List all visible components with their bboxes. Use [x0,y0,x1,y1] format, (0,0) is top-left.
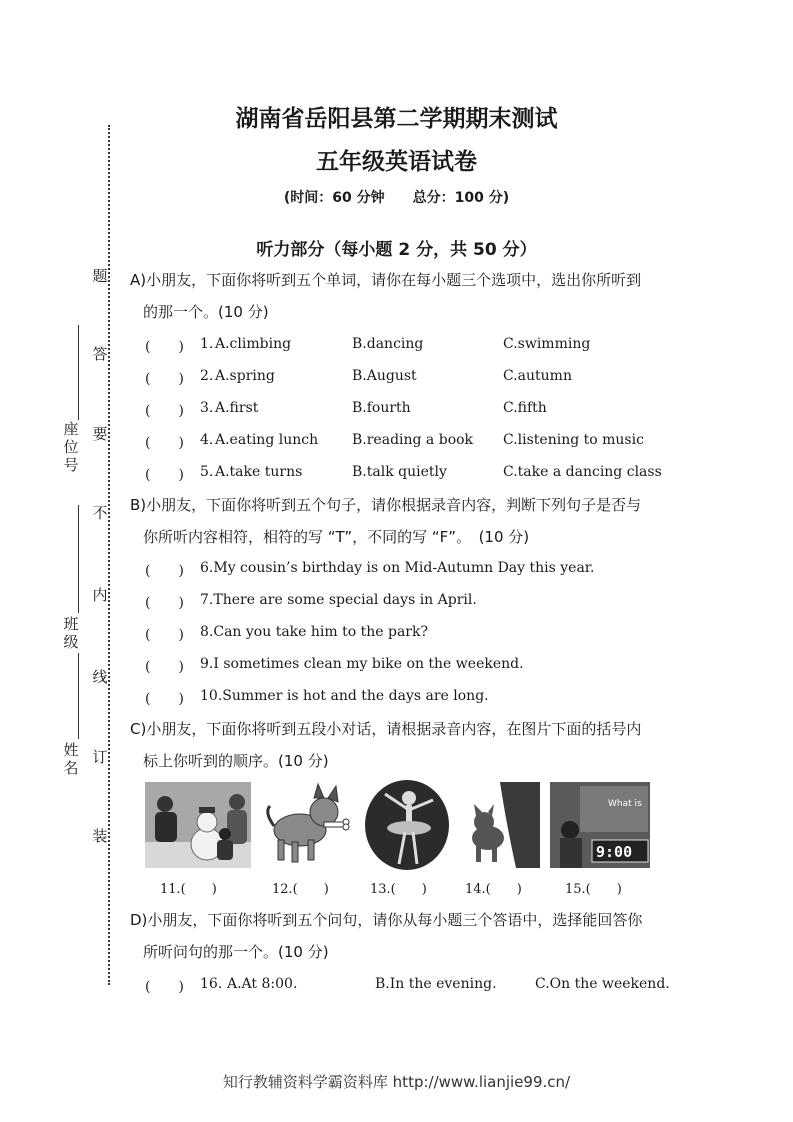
question-row [145,656,785,676]
answer-parentheses[interactable]: ( ) [145,691,184,707]
question-number: 3. [200,400,214,416]
sentence-text: 9.I sometimes clean my bike on the weekend. [200,656,524,672]
answer-parentheses[interactable]: ( ) [145,979,184,995]
sentence-text: 6.My cousin’s birthday is on Mid-Autumn Day this year. [200,560,595,576]
answer-parentheses[interactable]: ( ) [145,339,184,355]
snowman-picture [145,782,251,868]
section-c-instruction-cont: 标上你听到的顺序。(10 分) [143,752,329,770]
question-row [145,976,785,996]
section-a-instruction-cont: 的那一个。(10 分) [143,303,269,321]
option-b: B.fourth [352,400,411,416]
picture-label[interactable]: 11.( ) [160,882,217,897]
question-row [145,688,785,708]
margin-char: 线 [92,668,108,686]
option-c: C.On the weekend. [535,976,670,992]
question-row [145,464,785,484]
kitten-picture [460,782,540,868]
seat-number-line [78,325,79,420]
option-c: C.take a dancing class [503,464,662,480]
section-d-instruction: D)小朋友，下面你将听到五个问句，请你从每小题三个答语中，选择能回答你 [130,911,643,929]
ballet-dancer-picture [365,780,449,870]
question-row [145,400,785,420]
clock-classroom-picture [550,782,650,868]
option-a: A.climbing [215,336,292,352]
option-b: B.August [352,368,417,384]
option-c: C.swimming [503,336,591,352]
seat-number-label: 座位号 [63,420,79,474]
picture-caption: What is [608,799,642,809]
section-c-instruction: C)小朋友，下面你将听到五段小对话，请根据录音内容，在图片下面的括号内 [130,720,642,738]
page-title: 湖南省岳阳县第二学期期末测试 [235,106,558,132]
answer-parentheses[interactable]: ( ) [145,403,184,419]
option-b: B.reading a book [352,432,474,448]
option-b: B.dancing [352,336,424,352]
option-a: A.first [215,400,259,416]
option-c: C.autumn [503,368,572,384]
question-number: 16. [200,976,223,992]
picture-label[interactable]: 15.( ) [565,882,622,897]
question-row [145,336,785,356]
option-a: A.eating lunch [215,432,319,448]
option-a: A.At 8:00. [227,976,298,992]
margin-char: 答 [92,345,108,363]
class-line [78,505,79,613]
name-line [78,653,79,739]
name-label: 姓名 [63,741,79,777]
option-c: C.fifth [503,400,547,416]
time-info: (时间：60 分钟 总分：100 分) [283,190,510,206]
margin-char: 订 [92,748,108,766]
answer-parentheses[interactable]: ( ) [145,595,184,611]
question-row [145,432,785,452]
option-c: C.listening to music [503,432,644,448]
section-b-instruction-cont: 你所听内容相符，相符的写 “T”，不同的写 “F”。 (10 分) [143,528,530,546]
answer-parentheses[interactable]: ( ) [145,371,184,387]
answer-parentheses[interactable]: ( ) [145,563,184,579]
section-d-instruction-cont: 所听问句的那一个。(10 分) [143,943,329,961]
question-number: 4. [200,432,214,448]
picture-label[interactable]: 14.( ) [465,882,522,897]
page-subtitle: 五年级英语试卷 [316,149,477,175]
dog-with-bone-picture [262,782,356,868]
question-number: 1. [200,336,214,352]
option-b: B.In the evening. [375,976,497,992]
sentence-text: 10.Summer is hot and the days are long. [200,688,489,704]
answer-parentheses[interactable]: ( ) [145,435,184,451]
option-b: B.talk quietly [352,464,447,480]
margin-char: 内 [92,586,108,604]
margin-char: 题 [92,267,108,285]
question-row [145,560,785,580]
clock-display: 9:00 [596,843,633,861]
question-row [145,592,785,612]
picture-label[interactable]: 13.( ) [370,882,427,897]
question-number: 2. [200,368,214,384]
listening-title: 听力部分（每小题 2 分，共 50 分） [256,240,537,260]
answer-parentheses[interactable]: ( ) [145,467,184,483]
section-a-instruction: A)小朋友，下面你将听到五个单词，请你在每小题三个选项中，选出你所听到 [130,271,642,289]
class-label: 班级 [63,615,79,651]
question-row [145,624,785,644]
answer-parentheses[interactable]: ( ) [145,659,184,675]
question-row [145,368,785,388]
sentence-text: 7.There are some special days in April. [200,592,477,608]
section-b-instruction: B)小朋友，下面你将听到五个句子，请你根据录音内容，判断下列句子是否与 [130,496,642,514]
question-number: 5. [200,464,214,480]
margin-char: 要 [92,425,108,443]
option-a: A.spring [215,368,275,384]
answer-parentheses[interactable]: ( ) [145,627,184,643]
footer-watermark: 知行教辅资料学霸资料库 http://www.lianjie99.cn/ [222,1073,571,1091]
option-a: A.take turns [215,464,303,480]
margin-char: 装 [92,827,108,845]
sentence-text: 8.Can you take him to the park? [200,624,428,640]
margin-char: 不 [92,504,108,522]
picture-label[interactable]: 12.( ) [272,882,329,897]
